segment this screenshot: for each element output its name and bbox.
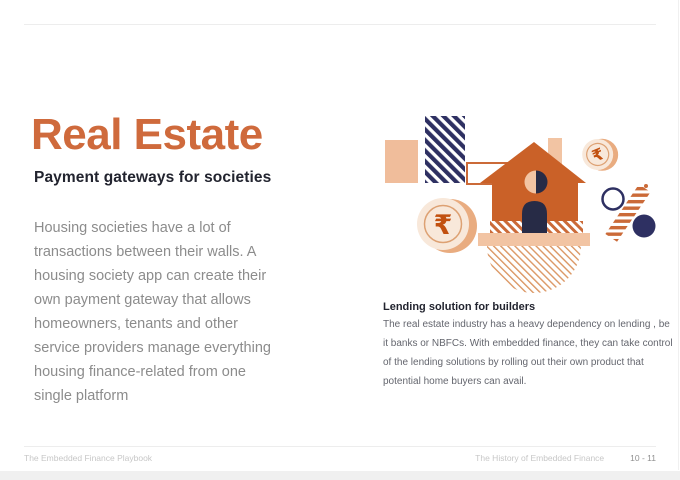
percent-top-circle	[603, 189, 624, 210]
body-line: transactions between their walls. A	[34, 244, 257, 260]
accent-dot	[644, 184, 648, 188]
body-line: homeowners, tenants and other	[34, 316, 238, 332]
page-subtitle: Payment gateways for societies	[34, 169, 272, 186]
small-rupee-coin-icon	[578, 133, 623, 177]
footer-book-title: The Embedded Finance Playbook	[24, 453, 153, 463]
footer-divider	[24, 446, 656, 447]
door	[522, 201, 547, 233]
background-strip	[0, 471, 680, 480]
top-divider	[24, 24, 656, 25]
hatched-semicircle	[487, 246, 581, 293]
body-line: housing society app can create their	[34, 268, 267, 284]
body-line: own payment gateway that allows	[34, 292, 251, 308]
house-icon	[478, 138, 590, 293]
platform	[478, 233, 590, 246]
body-line: single platform	[34, 388, 129, 404]
peach-block	[385, 140, 418, 183]
lending-body-paragraph	[383, 315, 673, 391]
percent-icon	[603, 184, 656, 242]
page-title: Real Estate	[31, 110, 263, 159]
slide-right-edge	[678, 0, 679, 470]
body-line: The real estate industry has a heavy dependency on lending , be	[383, 319, 670, 330]
rupee-symbol-small: ₹	[589, 144, 607, 166]
body-line: service providers manage everything	[34, 340, 271, 356]
body-line: potential home buyers can avail.	[383, 376, 527, 387]
percent-bottom-circle	[633, 215, 656, 238]
rupee-coin-icon	[417, 198, 477, 253]
real-estate-lending-illustration	[380, 98, 670, 298]
rupee-symbol: ₹	[433, 210, 453, 241]
lending-section-title: Lending solution for builders	[383, 301, 536, 313]
body-line: it banks or NBFCs. With embedded finance, they can take control	[383, 338, 673, 349]
page-number: 10 - 11	[630, 453, 656, 463]
striped-block	[425, 116, 465, 183]
left-body-paragraph	[34, 216, 271, 408]
body-line: Housing societies have a lot of	[34, 220, 231, 236]
body-line: of the lending solutions by rolling out their own product that	[383, 357, 644, 368]
body-line: housing finance-related from one	[34, 364, 246, 380]
footer	[24, 453, 656, 463]
footer-chapter-title: The History of Embedded Finance	[475, 453, 605, 463]
